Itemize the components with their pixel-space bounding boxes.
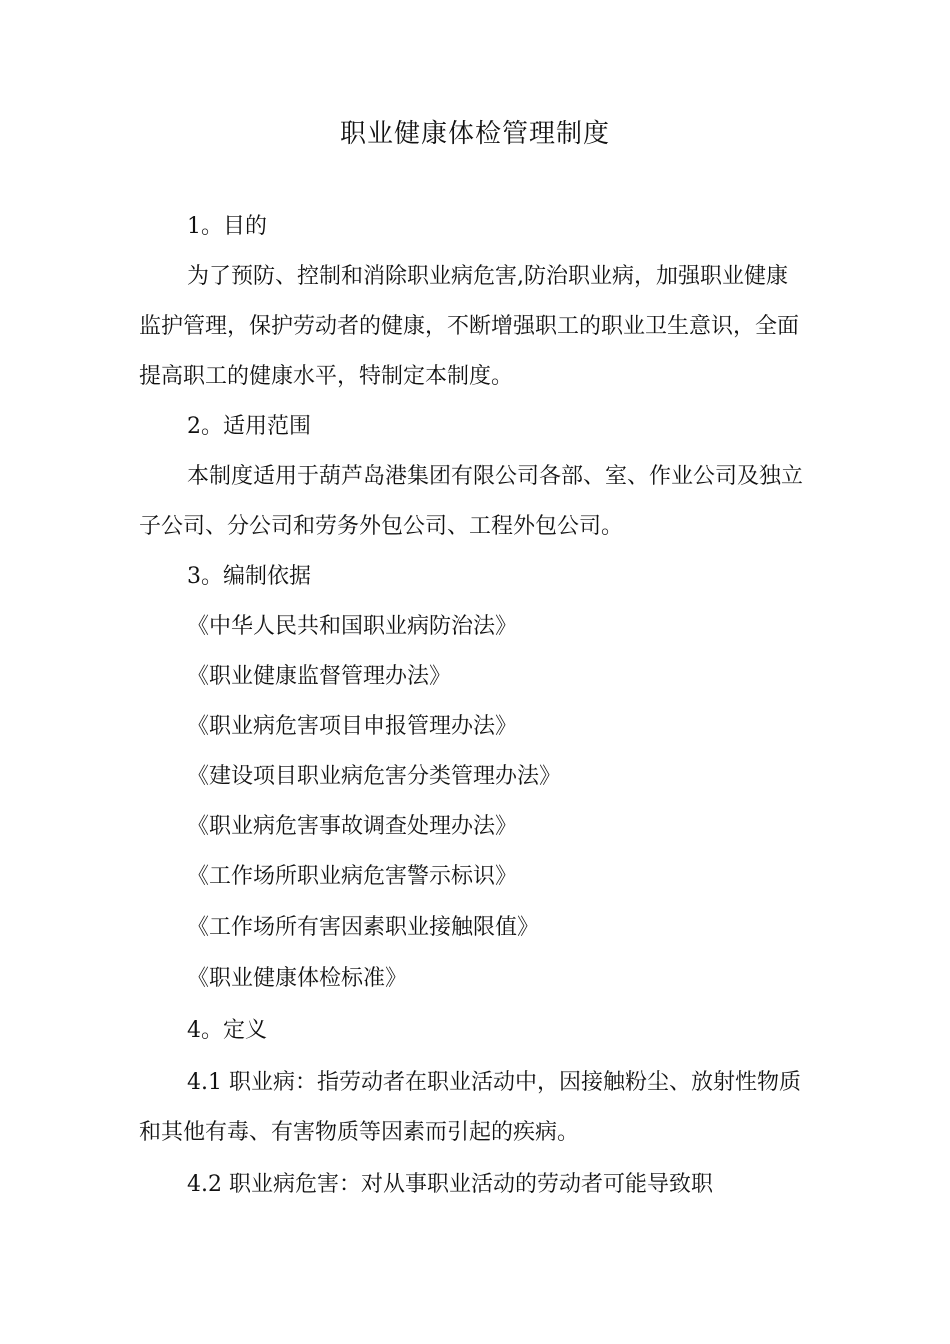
section-heading-purpose: 1。目的 xyxy=(187,214,267,239)
paragraph-line: 为了预防、控制和消除职业病危害,防治职业病，加强职业健康 xyxy=(187,264,788,289)
reference-item: 《职业病危害事故调查处理办法》 xyxy=(187,814,518,839)
definition-line: 4.2 职业病危害：对从事职业活动的劳动者可能导致职 xyxy=(187,1172,713,1197)
reference-item: 《职业健康监督管理办法》 xyxy=(187,664,452,689)
reference-item: 《建设项目职业病危害分类管理办法》 xyxy=(187,764,562,789)
section-heading-definitions: 4。定义 xyxy=(187,1018,267,1043)
paragraph-line: 子公司、分公司和劳务外包公司、工程外包公司。 xyxy=(139,514,624,539)
definition-line: 4.1 职业病：指劳动者在职业活动中，因接触粉尘、放射性物质 xyxy=(187,1070,801,1095)
reference-item: 《职业病危害项目申报管理办法》 xyxy=(187,714,518,739)
reference-item: 《工作场所职业病危害警示标识》 xyxy=(187,864,518,889)
reference-item: 《工作场所有害因素职业接触限值》 xyxy=(187,915,540,940)
definition-line: 和其他有毒、有害物质等因素而引起的疾病。 xyxy=(139,1120,580,1145)
document-title: 职业健康体检管理制度 xyxy=(339,119,610,149)
paragraph-line: 监护管理，保护劳动者的健康，不断增强职工的职业卫生意识，全面 xyxy=(139,314,800,339)
paragraph-line: 本制度适用于葫芦岛港集团有限公司各部、室、作业公司及独立 xyxy=(187,464,804,489)
reference-item: 《中华人民共和国职业病防治法》 xyxy=(187,614,518,639)
section-heading-scope: 2。适用范围 xyxy=(187,414,311,439)
reference-item: 《职业健康体检标准》 xyxy=(187,966,408,991)
section-heading-basis: 3。编制依据 xyxy=(187,564,311,589)
paragraph-line: 提高职工的健康水平，特制定本制度。 xyxy=(139,364,514,389)
